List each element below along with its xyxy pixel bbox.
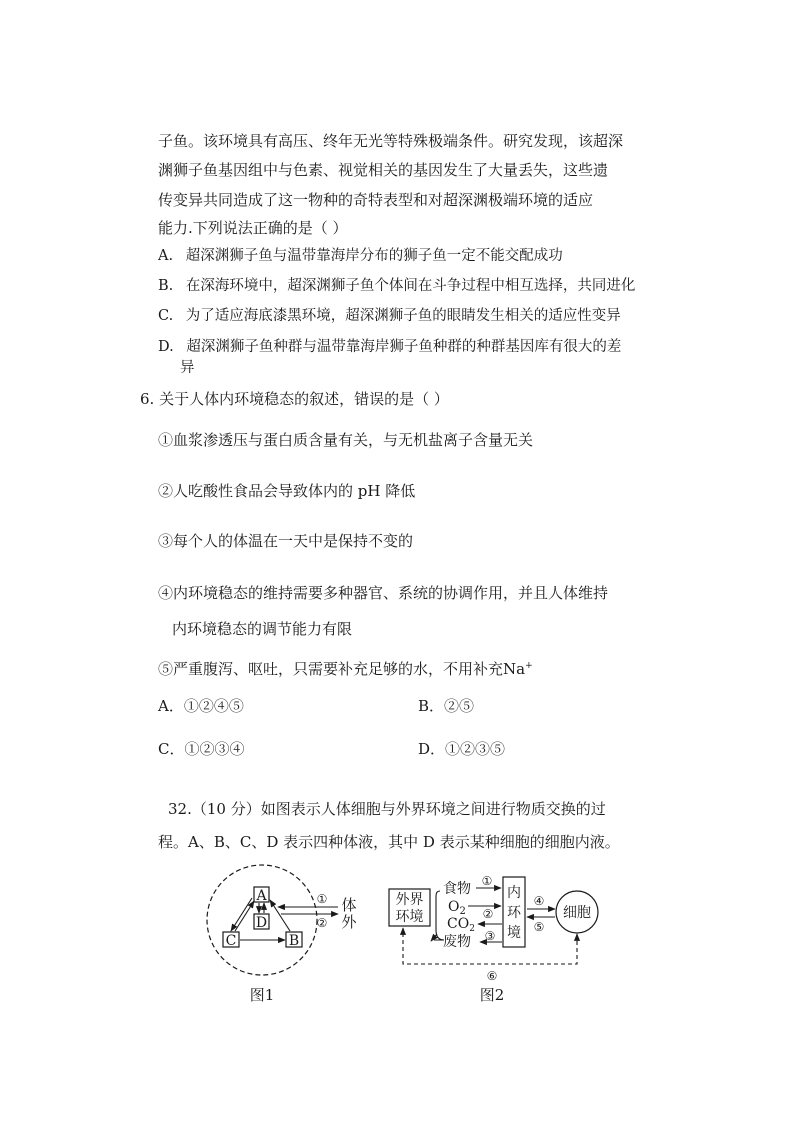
q6-option-a: A．①②④⑤: [158, 697, 244, 715]
fig2-label-1: ①: [481, 874, 493, 888]
q5-option-d-cont: 异: [180, 360, 195, 376]
q32-line-1: 32.（10 分）如图表示人体细胞与外界环境之间进行物质交换的过: [168, 800, 606, 818]
figure-2-caption: 图2: [479, 986, 505, 1004]
q32-line-2: 程。A、B、C、D 表示四种体液，其中 D 表示某种细胞的细胞内液。: [158, 833, 620, 851]
arrow-c-to-a: [235, 901, 254, 931]
label-waste: 废物: [443, 934, 471, 950]
q6-option-c: C．①②③④: [158, 740, 245, 758]
fig2-label-5: ⑤: [533, 920, 545, 934]
label-outer-2: 环境: [395, 909, 424, 925]
option-letter: C.: [158, 308, 174, 324]
q6-stem: 6. 关于人体内环境稳态的叙述，错误的是（ ）: [140, 390, 449, 408]
arrow-b-to-a: [270, 900, 290, 931]
label-ti: 体: [341, 896, 357, 914]
fig2-label-2: ②: [482, 907, 494, 921]
option-letter: B.: [158, 278, 174, 294]
label-a: A: [256, 888, 267, 904]
option-text: 超深渊狮子鱼种群与温带靠海岸狮子鱼种群的种群基因库有很大的差: [186, 339, 622, 355]
label-inner-3: 境: [507, 925, 521, 941]
option-text: 为了适应海底漆黑环境，超深渊狮子鱼的眼睛发生相关的适应性变异: [185, 308, 621, 324]
label-1: ①: [316, 892, 328, 906]
figure-1: [207, 865, 357, 1004]
label-co2: [447, 916, 475, 934]
figure-1-caption: 图1: [249, 986, 275, 1004]
fig2-label-3: ③: [484, 929, 496, 943]
statement-5-text: ⑤严重腹泻、呕吐，只需要补充足够的水，不用补充Na: [158, 660, 526, 678]
option-text: 在深海环境中，超深渊狮子鱼个体间在斗争过程中相互选择，共同进化: [185, 278, 636, 294]
q5-line-2: 渊狮子鱼基因组中与色素、视觉相关的基因发生了大量丢失，这些遗: [158, 161, 609, 179]
bracket-left: [434, 891, 444, 940]
label-cell: 细胞: [563, 905, 591, 921]
q6-statement-4a: ④内环境稳态的维持需要多种器官、系统的协调作用，并且人体维持: [158, 584, 609, 602]
q5-line-3: 传变异共同造成了这一物种的奇特表型和对超深渊极端环境的适应: [158, 191, 594, 209]
label-inner-2: 环: [507, 905, 521, 921]
q6-statement-3: ③每个人的体温在一天中是保持不变的: [158, 532, 414, 550]
label-b: B: [288, 933, 300, 949]
q6-option-d: D．①②③⑤: [418, 740, 506, 758]
option-text: 超深渊狮子鱼与温带靠海岸分布的狮子鱼一定不能交配成功: [185, 248, 563, 264]
q6-statement-4b: 内环境稳态的调节能力有限: [172, 620, 353, 638]
figure-2: [389, 874, 598, 1004]
fig2-label-6: ⑥: [486, 969, 498, 983]
o2-text: O: [448, 899, 460, 915]
label-o2: [448, 899, 466, 917]
label-inner-1: 内: [507, 885, 521, 901]
q5-line-4: 能力.下列说法正确的是（ ）: [158, 219, 348, 237]
label-c: C: [225, 933, 237, 949]
o2-subscript: 2: [459, 906, 466, 917]
label-food: 食物: [443, 881, 471, 897]
co2-subscript: 2: [469, 924, 475, 934]
arrow-a-to-c: [231, 898, 252, 931]
label-outer-1: 外界: [395, 892, 424, 908]
q5-line-1: 子鱼。该环境具有高压、终年无光等特殊极端条件。研究发现，该超深: [158, 132, 624, 150]
fig2-label-4: ④: [533, 894, 545, 908]
option-letter: A.: [158, 248, 174, 264]
label-d: D: [255, 915, 268, 931]
q6-option-b: B．②⑤: [418, 697, 475, 715]
co2-text: CO: [447, 916, 470, 932]
label-2: ②: [316, 916, 328, 930]
label-wai: 外: [341, 913, 357, 931]
q6-statement-1: ①血浆渗透压与蛋白质含量有关，与无机盐离子含量无关: [158, 431, 534, 449]
q6-statement-2: ②人吃酸性食品会导致体内的 pH 降低: [158, 482, 416, 500]
option-letter: D.: [158, 339, 174, 355]
sodium-charge: +: [525, 661, 533, 671]
